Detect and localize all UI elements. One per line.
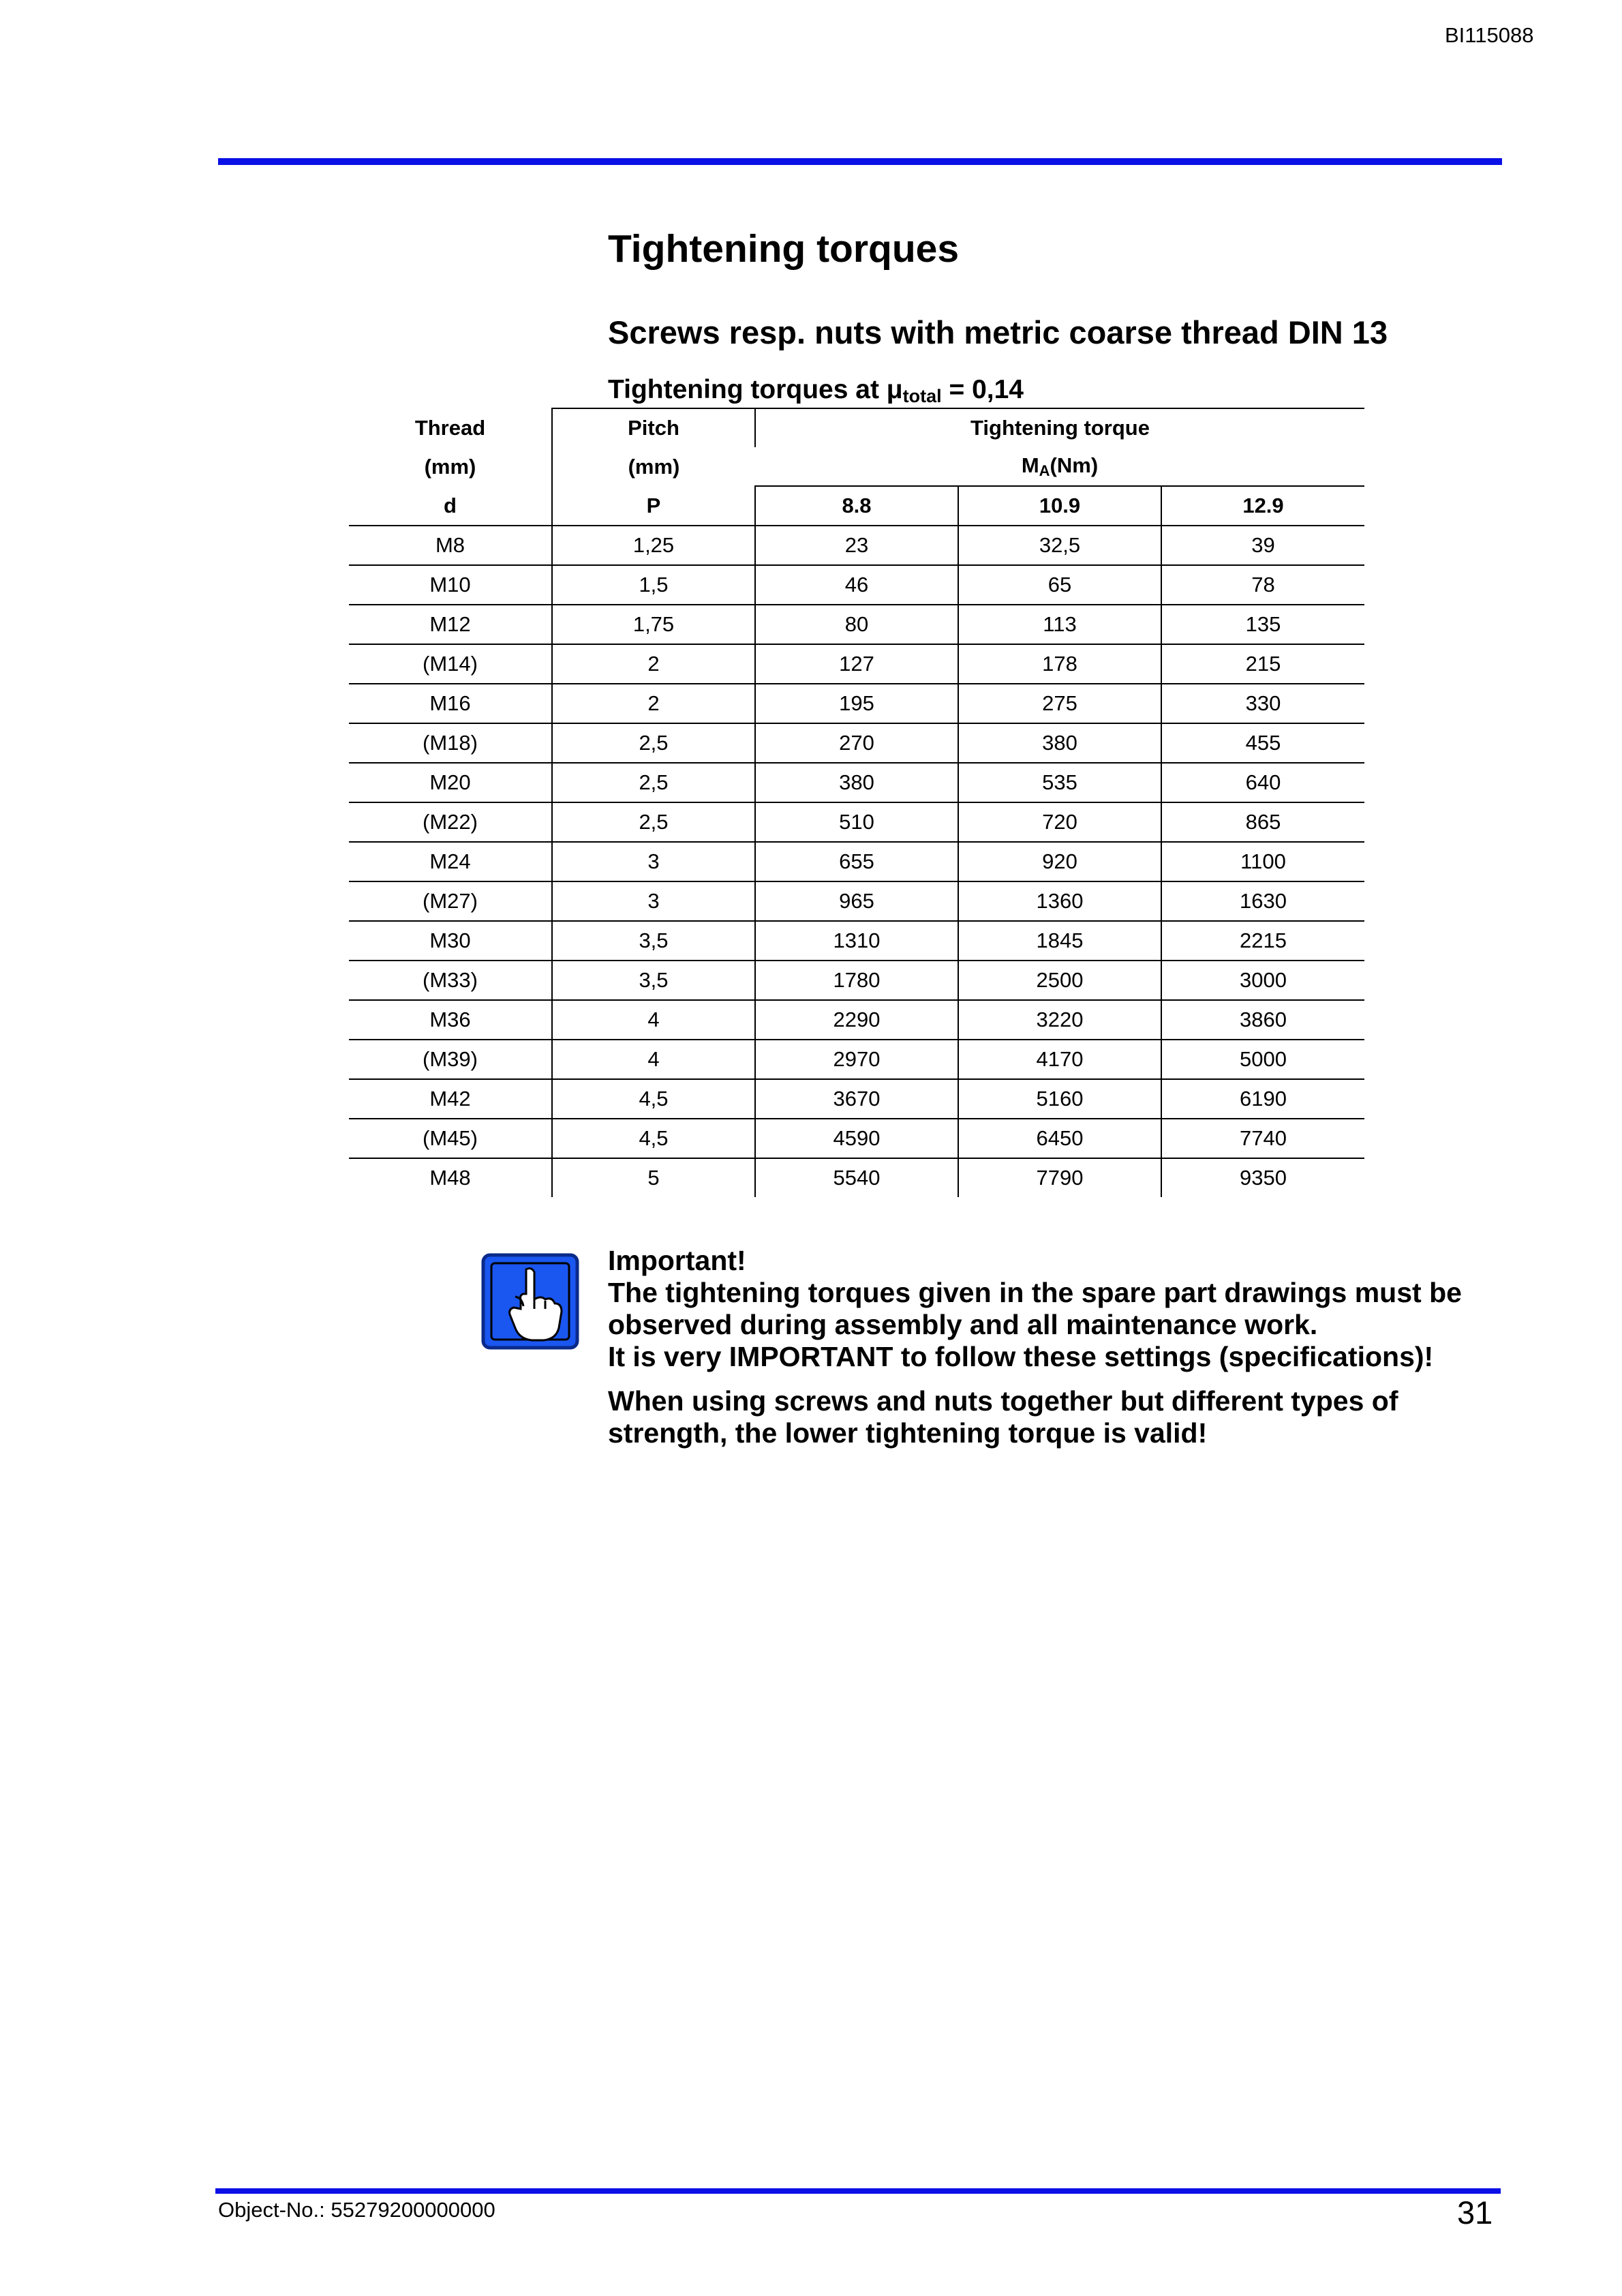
notice-line-2: It is very IMPORTANT to follow these settings (specifications)! xyxy=(608,1341,1434,1372)
thread-cell: M48 xyxy=(429,1166,471,1190)
torque-8-8-cell: 46 xyxy=(755,565,958,605)
torque-table xyxy=(349,408,1364,1197)
important-notice xyxy=(608,1245,1494,1449)
thread-cell: M16 xyxy=(349,684,552,723)
thread-cell: M20 xyxy=(349,763,552,802)
torque-12-9-cell: 5000 xyxy=(1161,1040,1364,1079)
torque-10-9-cell: 5160 xyxy=(958,1079,1161,1119)
thread-cell: (M39) xyxy=(349,1040,552,1079)
table-row xyxy=(349,842,1364,881)
torque-header: Tightening torque xyxy=(755,408,1364,447)
table-row xyxy=(349,881,1364,921)
table-row xyxy=(349,763,1364,802)
page-number: 31 xyxy=(1457,2194,1493,2231)
torque-10-9-cell: 535 xyxy=(958,763,1161,802)
torque-10-9-cell: 32,5 xyxy=(958,526,1161,565)
table-heading-prefix: Tightening torques at μ xyxy=(608,375,903,404)
torque-10-9-cell: 65 xyxy=(958,565,1161,605)
notice-heading: Important! xyxy=(608,1245,746,1276)
document-id: BI115088 xyxy=(1445,23,1534,47)
thread-cell: (M33) xyxy=(349,961,552,1000)
torque-8-8-cell: 2970 xyxy=(755,1040,958,1079)
pitch-cell: 4,5 xyxy=(552,1119,755,1158)
pitch-cell: 2 xyxy=(552,644,755,684)
torque-10-9-cell: 1845 xyxy=(958,921,1161,961)
torque-10-9-cell: 720 xyxy=(958,802,1161,842)
table-heading xyxy=(608,375,1024,407)
notice-line-3: When using screws and nuts together but different types of strength, the lower tightening torque is valid! xyxy=(608,1385,1398,1449)
notice-line-1: The tightening torques given in the spare part drawings must be observed during assembly and all maintenance work. xyxy=(608,1277,1462,1340)
thread-cell: (M45) xyxy=(349,1119,552,1158)
pitch-cell: 3,5 xyxy=(552,961,755,1000)
thread-cell: (M14) xyxy=(349,644,552,684)
pitch-cell: 1,75 xyxy=(552,605,755,644)
pitch-cell: 5 xyxy=(552,1158,755,1197)
table-row xyxy=(349,644,1364,684)
torque-8-8-cell: 195 xyxy=(755,684,958,723)
torque-unit-subscript: A xyxy=(1039,462,1050,479)
torque-unit-suffix: (Nm) xyxy=(1050,453,1099,477)
table-row xyxy=(349,1040,1364,1079)
thread-cell: M42 xyxy=(349,1079,552,1119)
thread-cell: M12 xyxy=(349,605,552,644)
page-title: Tightening torques xyxy=(608,227,960,271)
torque-10-9-cell: 113 xyxy=(958,605,1161,644)
thread-cell: M36 xyxy=(349,1000,552,1040)
table-row xyxy=(349,1079,1364,1119)
table-row xyxy=(349,1119,1364,1158)
torque-10-9-cell: 6450 xyxy=(958,1119,1161,1158)
table-row xyxy=(349,961,1364,1000)
torque-12-9-cell: 330 xyxy=(1161,684,1364,723)
thread-unit: (mm) xyxy=(424,454,476,479)
torque-10-9-cell: 2500 xyxy=(958,961,1161,1000)
torque-10-9-cell: 1360 xyxy=(958,881,1161,921)
object-number: Object-No.: 55279200000000 xyxy=(218,2198,495,2222)
table-row xyxy=(349,921,1364,961)
torque-8-8-cell: 80 xyxy=(755,605,958,644)
torque-12-9-cell: 6190 xyxy=(1161,1079,1364,1119)
pitch-cell: 4,5 xyxy=(552,1079,755,1119)
torque-8-8-cell: 127 xyxy=(755,644,958,684)
torque-10-9-cell: 7790 xyxy=(958,1158,1161,1197)
grade-8-8: 8.8 xyxy=(755,486,958,526)
torque-12-9-cell: 39 xyxy=(1161,526,1364,565)
torque-8-8-cell: 655 xyxy=(755,842,958,881)
torque-12-9-cell: 7740 xyxy=(1161,1119,1364,1158)
pitch-cell: 3 xyxy=(552,842,755,881)
torque-12-9-cell: 1630 xyxy=(1161,881,1364,921)
torque-12-9-cell: 9350 xyxy=(1161,1158,1364,1197)
torque-10-9-cell: 275 xyxy=(958,684,1161,723)
table-row xyxy=(349,802,1364,842)
table-body xyxy=(349,526,1364,1197)
footer-rule xyxy=(215,2188,1501,2194)
table-row xyxy=(349,526,1364,565)
table-row xyxy=(349,1158,1364,1197)
torque-8-8-cell: 510 xyxy=(755,802,958,842)
table-row xyxy=(349,684,1364,723)
pitch-cell: 1,25 xyxy=(552,526,755,565)
page-subtitle: Screws resp. nuts with metric coarse thread DIN 13 xyxy=(608,314,1388,350)
torque-8-8-cell: 380 xyxy=(755,763,958,802)
thread-symbol: d xyxy=(349,486,552,526)
grade-12-9: 12.9 xyxy=(1161,486,1364,526)
pitch-unit: (mm) xyxy=(552,447,755,486)
torque-8-8-cell: 270 xyxy=(755,723,958,763)
torque-10-9-cell: 380 xyxy=(958,723,1161,763)
torque-12-9-cell: 865 xyxy=(1161,802,1364,842)
torque-8-8-cell: 4590 xyxy=(755,1119,958,1158)
torque-8-8-cell: 2290 xyxy=(755,1000,958,1040)
pitch-cell: 4 xyxy=(552,1040,755,1079)
pitch-cell: 2,5 xyxy=(552,723,755,763)
pitch-cell: 2,5 xyxy=(552,763,755,802)
torque-12-9-cell: 640 xyxy=(1161,763,1364,802)
table-heading-suffix: = 0,14 xyxy=(941,375,1024,404)
thread-cell: (M27) xyxy=(349,881,552,921)
pitch-cell: 1,5 xyxy=(552,565,755,605)
table-row xyxy=(349,605,1364,644)
torque-unit-prefix: M xyxy=(1021,453,1039,477)
torque-8-8-cell: 1780 xyxy=(755,961,958,1000)
table-heading-subscript: total xyxy=(902,386,942,406)
thread-cell: M24 xyxy=(349,842,552,881)
pitch-cell: 3,5 xyxy=(552,921,755,961)
thread-cell: M8 xyxy=(349,526,552,565)
table-row xyxy=(349,723,1364,763)
torque-8-8-cell: 5540 xyxy=(755,1158,958,1197)
pitch-header: Pitch xyxy=(552,408,755,447)
thread-cell: (M22) xyxy=(349,802,552,842)
pitch-cell: 2,5 xyxy=(552,802,755,842)
torque-10-9-cell: 920 xyxy=(958,842,1161,881)
torque-12-9-cell: 2215 xyxy=(1161,921,1364,961)
torque-8-8-cell: 3670 xyxy=(755,1079,958,1119)
torque-8-8-cell: 1310 xyxy=(755,921,958,961)
torque-12-9-cell: 3000 xyxy=(1161,961,1364,1000)
grade-10-9: 10.9 xyxy=(958,486,1161,526)
thread-cell: M30 xyxy=(349,921,552,961)
torque-unit xyxy=(755,447,1364,486)
thread-header: Thread xyxy=(414,415,486,440)
thread-cell: M10 xyxy=(349,565,552,605)
torque-10-9-cell: 3220 xyxy=(958,1000,1161,1040)
torque-12-9-cell: 455 xyxy=(1161,723,1364,763)
pitch-symbol: P xyxy=(552,486,755,526)
pitch-cell: 4 xyxy=(552,1000,755,1040)
pointing-finger-icon xyxy=(481,1253,579,1350)
torque-10-9-cell: 178 xyxy=(958,644,1161,684)
table-row xyxy=(349,1000,1364,1040)
thread-cell: (M18) xyxy=(349,723,552,763)
pitch-cell: 3 xyxy=(552,881,755,921)
table-row xyxy=(349,565,1364,605)
pitch-cell: 2 xyxy=(552,684,755,723)
torque-8-8-cell: 23 xyxy=(755,526,958,565)
torque-12-9-cell: 3860 xyxy=(1161,1000,1364,1040)
torque-10-9-cell: 4170 xyxy=(958,1040,1161,1079)
torque-12-9-cell: 135 xyxy=(1161,605,1364,644)
torque-12-9-cell: 215 xyxy=(1161,644,1364,684)
torque-12-9-cell: 78 xyxy=(1161,565,1364,605)
header-rule xyxy=(218,158,1502,165)
torque-12-9-cell: 1100 xyxy=(1161,842,1364,881)
torque-8-8-cell: 965 xyxy=(755,881,958,921)
